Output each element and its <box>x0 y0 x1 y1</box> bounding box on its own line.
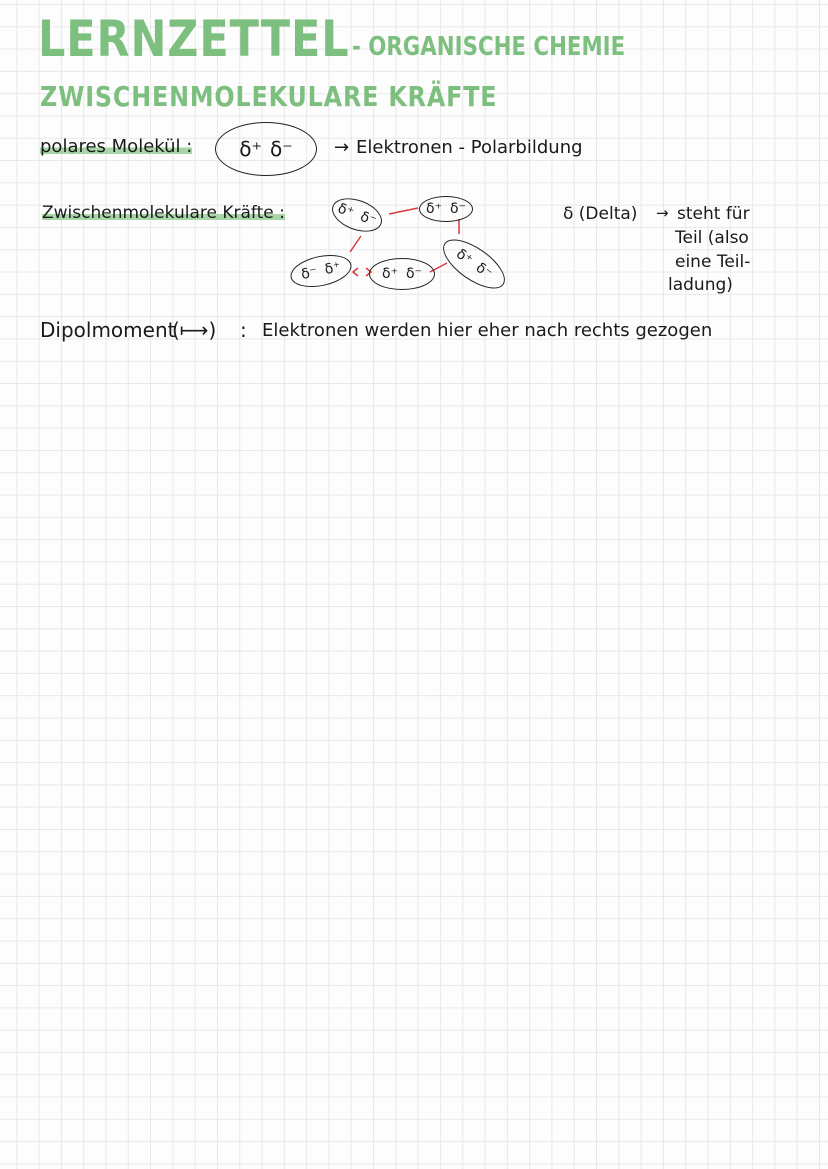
delta-note-line: steht für <box>677 204 750 224</box>
polar-label: polares Molekül : <box>40 136 193 157</box>
delta-note-line: Teil (also <box>675 228 749 248</box>
delta-plus: δ⁺ <box>382 266 398 282</box>
page-title: LERNZETTEL <box>38 10 350 68</box>
dipole-label: Dipolmoment <box>40 318 176 342</box>
delta-note-line: ladung) <box>668 275 733 295</box>
section-heading: ZWISCHENMOLEKULARE KRÄFTE <box>40 80 498 113</box>
delta-plus: δ⁺ <box>335 200 356 222</box>
arrow-icon: → <box>656 204 669 222</box>
dipole-symbol: (⟼) <box>172 318 217 342</box>
delta-minus: δ⁻ <box>406 266 422 282</box>
delta-symbol: δ (Delta) <box>563 204 638 224</box>
dipole-colon: : <box>240 318 247 342</box>
delta-note-line: eine Teil- <box>675 252 751 272</box>
forces-label: Zwischenmolekulare Kräfte : <box>42 203 285 223</box>
delta-plus: δ⁺ <box>323 259 343 278</box>
delta-minus: δ⁻ <box>270 137 293 161</box>
delta-minus: δ⁻ <box>358 208 379 230</box>
molecule <box>419 196 473 222</box>
delta-minus: δ⁻ <box>299 264 319 283</box>
arrow-icon: → <box>334 137 350 158</box>
delta-minus: δ⁻ <box>472 259 495 283</box>
delta-plus: δ⁺ <box>239 137 262 161</box>
delta-plus: δ⁺ <box>426 201 442 217</box>
delta-minus: δ⁻ <box>450 201 466 217</box>
dipole-text: Elektronen werden hier eher nach rechts gezogen <box>262 320 713 341</box>
polar-result: Elektronen - Polarbildung <box>356 137 583 158</box>
page-subtitle: - ORGANISCHE CHEMIE <box>352 32 626 62</box>
delta-plus: δ⁺ <box>453 245 476 269</box>
molecule <box>369 258 435 290</box>
